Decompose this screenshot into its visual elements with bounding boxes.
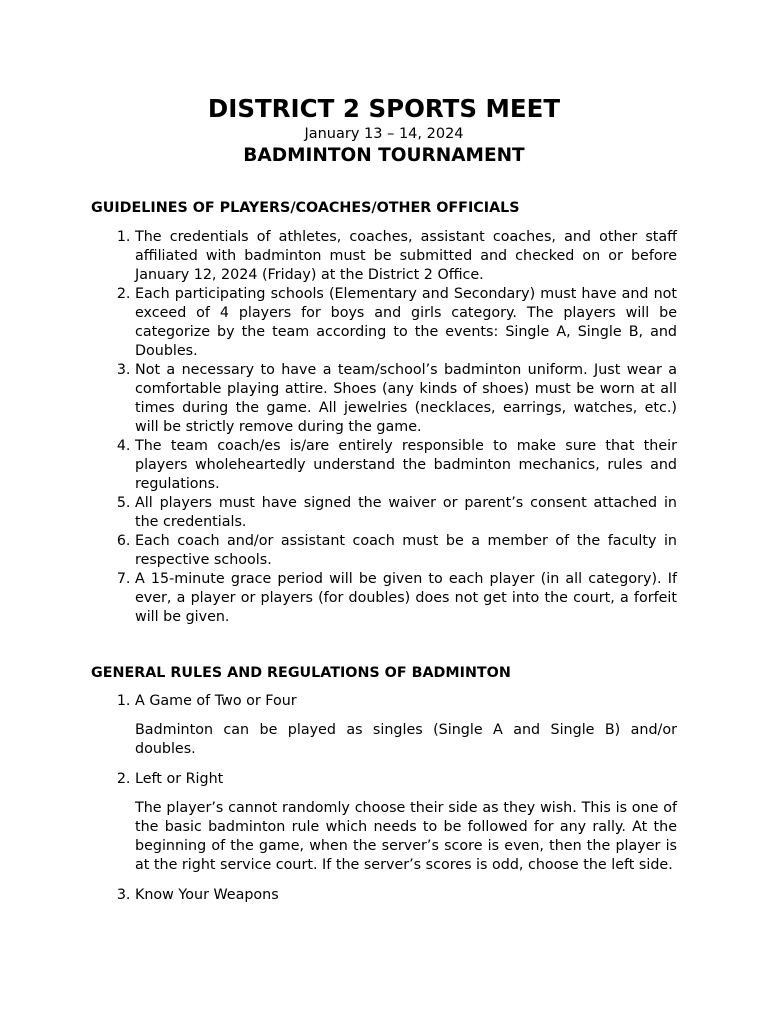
list-item: [135, 770, 677, 875]
list-item: 1. The credentials of athletes, coaches, assistant coaches, and other staff affiliated with badminton must be submitted and checked on or before January 12, 2024 (Friday) at the District 2 Office.: [135, 228, 677, 285]
rule-title: 2. Left or Right: [135, 771, 224, 787]
event-date: January 13 – 14, 2024: [304, 126, 464, 142]
guidelines-list: [91, 228, 677, 627]
rule-title: 1. A Game of Two or Four: [135, 693, 297, 709]
rules-list: [91, 692, 677, 905]
list-item: 7. A 15-minute grace period will be given to each player (in all category). If ever, a player or players (for doubles) does not get into the court, a forfeit will be given.: [135, 570, 677, 627]
list-item: 2. Each participating schools (Elementary and Secondary) must have and not exceed of 4 players for boys and girls category. The players will be categorize by the team according to the events: Single A, Single B, and Doubles.: [135, 285, 677, 361]
rule-title: 3. Know Your Weapons: [135, 887, 279, 903]
rule-body: The player’s cannot randomly choose their side as they wish. This is one of the basic badminton rule which needs to be followed for any rally. At the beginning of the game, when the server’s score is even, then the player is at the right service court. If the server’s scores is odd, choose the left side.: [135, 800, 677, 873]
list-item: 6. Each coach and/or assistant coach must be a member of the faculty in respective schools.: [135, 532, 677, 570]
list-item: 4. The team coach/es is/are entirely responsible to make sure that their players wholeheartedly understand the badminton mechanics, rules and regulations.: [135, 437, 677, 494]
page-subtitle: BADMINTON TOURNAMENT: [243, 145, 525, 166]
list-item: 3. Not a necessary to have a team/school’s badminton uniform. Just wear a comfortable playing attire. Shoes (any kinds of shoes) must be worn at all times during the game. All jewelries (necklaces, earrings, watches, etc.) will be strictly remove during the game.: [135, 361, 677, 437]
page-title: DISTRICT 2 SPORTS MEET: [207, 94, 561, 123]
list-item: [135, 692, 677, 759]
rule-body: Badminton can be played as singles (Single A and Single B) and/or doubles.: [135, 722, 677, 757]
list-item: 5. All players must have signed the waiver or parent’s consent attached in the credentials.: [135, 494, 677, 532]
list-item: [135, 886, 677, 905]
section-heading-rules: GENERAL RULES AND REGULATIONS OF BADMINTON: [91, 665, 511, 681]
section-heading-guidelines: GUIDELINES OF PLAYERS/COACHES/OTHER OFFICIALS: [91, 200, 520, 216]
